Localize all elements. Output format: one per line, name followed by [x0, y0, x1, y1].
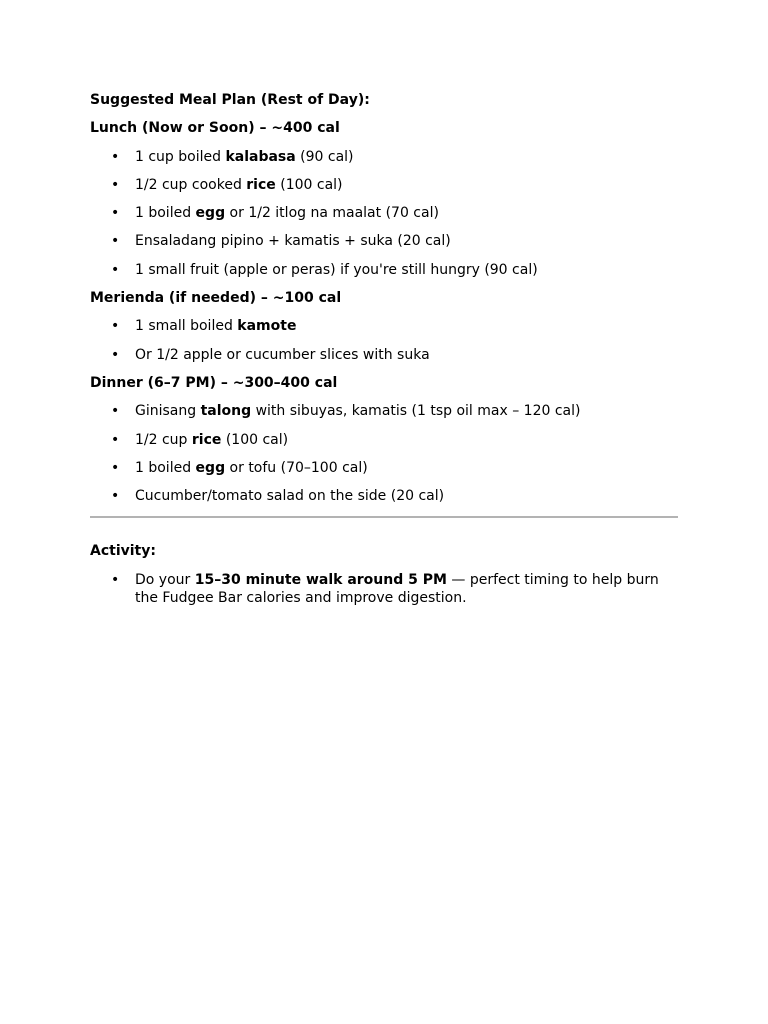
list-item: [90, 570, 678, 607]
bullet: •: [111, 233, 120, 250]
list-item: [90, 231, 678, 259]
item-text: (90 cal): [295, 148, 354, 165]
lunch-heading: Lunch (Now or Soon) – ~400 cal: [90, 120, 340, 137]
list-item: [90, 147, 678, 175]
bullet: •: [111, 148, 120, 165]
list-item: [90, 430, 678, 458]
item-bold: kamote: [237, 318, 297, 335]
item-bold: rice: [191, 431, 222, 448]
bullet: •: [111, 431, 120, 448]
merienda-heading: Merienda (if needed) – ~100 cal: [90, 290, 342, 307]
list-item: [90, 260, 678, 288]
item-text: 1 small boiled: [135, 318, 238, 335]
list-item: [90, 316, 678, 344]
bullet: •: [111, 176, 120, 193]
list-item: [90, 175, 678, 203]
activity-section: [90, 541, 678, 607]
item-text: 1 small fruit (apple or peras) if you're still hungry (90 cal): [135, 261, 538, 278]
bullet: •: [111, 346, 120, 363]
bullet: •: [111, 261, 120, 278]
activity-heading: Activity:: [90, 543, 156, 559]
document-body: [90, 90, 678, 514]
item-text: or tofu (70–100 cal): [225, 459, 368, 476]
item-text: Ginisang: [135, 403, 201, 420]
item-text: Cucumber/tomato salad on the side (20 cal): [135, 488, 445, 505]
bullet: •: [111, 488, 120, 505]
item-text: 1/2 cup cooked: [135, 176, 247, 193]
item-text: 1 cup boiled: [135, 148, 226, 165]
item-bold: egg: [195, 459, 226, 476]
dinner-heading: Dinner (6–7 PM) – ~300–400 cal: [90, 374, 338, 391]
horizontal-divider: [90, 516, 678, 518]
item-text: 1/2 cup: [135, 431, 192, 448]
item-text: Do your: [135, 571, 195, 588]
meal-plan-title: Suggested Meal Plan (Rest of Day):: [90, 92, 370, 108]
item-bold: rice: [246, 176, 276, 193]
list-item: [90, 203, 678, 231]
item-text: 1 boiled: [135, 459, 196, 476]
item-text: (100 cal): [275, 176, 343, 193]
item-text: (100 cal): [221, 431, 289, 448]
list-item: [90, 345, 678, 373]
item-text: with sibuyas, kamatis (1 tsp oil max – 120 cal): [251, 403, 581, 420]
item-text: — perfect timing to help burn the Fudgee Bar calories and improve digestion.: [135, 571, 659, 606]
bullet: •: [111, 205, 120, 222]
bullet: •: [111, 571, 120, 588]
item-text: Ensaladang pipino + kamatis + suka (20 cal): [135, 233, 451, 250]
item-bold: talong: [200, 403, 252, 420]
list-item: [90, 458, 678, 486]
item-text: or 1/2 itlog na maalat (70 cal): [225, 205, 439, 222]
item-bold: 15–30 minute walk around 5 PM: [194, 571, 447, 588]
bullet: •: [111, 318, 120, 335]
bullet: •: [111, 459, 120, 476]
item-bold: egg: [195, 205, 226, 222]
list-item: [90, 401, 678, 429]
item-text: 1 boiled: [135, 205, 196, 222]
list-item: [90, 486, 678, 514]
item-bold: kalabasa: [225, 148, 296, 165]
item-text: Or 1/2 apple or cucumber slices with suka: [135, 346, 430, 363]
bullet: •: [111, 403, 120, 420]
